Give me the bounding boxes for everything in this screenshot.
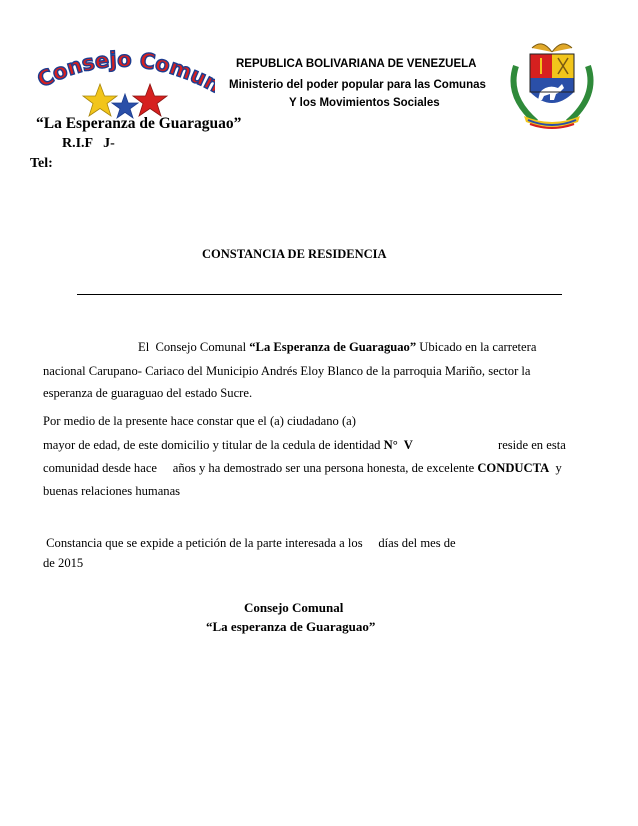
- para2-line2-text: mayor de edad, de este domicilio y titular de la cedula de identidad: [43, 438, 384, 452]
- signature-council: Consejo Comunal: [244, 600, 344, 615]
- org-rif: R.I.F J-: [62, 136, 115, 151]
- conduct-word: CONDUCTA: [477, 461, 550, 475]
- signature-name: “La esperanza de Guaraguao”: [206, 619, 376, 634]
- para3-line2: de 2015: [43, 556, 84, 570]
- document-title: CONSTANCIA DE RESIDENCIA: [202, 247, 387, 261]
- para1-line1: [138, 340, 536, 355]
- para3-line1: Constancia que se expide a petición de la parte interesada a los días del mes de: [43, 536, 456, 550]
- coat-of-arms-emblem: [502, 36, 602, 130]
- para2-line4: buenas relaciones humanas: [43, 484, 181, 498]
- para1-line2: nacional Carupano- Cariaco del Municipio Andrés Eloy Blanco de la parroquia Mariño, sector la: [43, 364, 531, 378]
- org-name: “La Esperanza de Guaraguao”: [36, 115, 242, 132]
- para1-line3: esperanza de guaraguao del estado Sucre.: [43, 386, 253, 400]
- para2-line2: [43, 438, 413, 453]
- header-republic: REPUBLICA BOLIVARIANA DE VENEZUELA: [236, 58, 477, 70]
- consejo-comunal-logo-graphic: [30, 40, 215, 120]
- id-number-label: N° V: [383, 438, 413, 452]
- para1-rest: Ubicado en la carretera: [416, 340, 537, 354]
- para1-lead: El Consejo Comunal: [138, 340, 250, 354]
- council-name-inline: “La Esperanza de Guaraguao”: [249, 340, 417, 354]
- header-movements: Y los Movimientos Sociales: [289, 97, 440, 109]
- svg-text:Consejo Comunal: Consejo Comu: [33, 47, 211, 93]
- para2-line1: Por medio de la presente hace constar que el (a) ciudadano (a): [43, 414, 356, 428]
- yellow-star-icon: [83, 84, 117, 116]
- red-star-icon: [133, 84, 167, 116]
- consejo-comunal-logo: [30, 40, 215, 120]
- horizontal-rule: [77, 294, 562, 295]
- para2-reside: reside en esta: [498, 438, 566, 452]
- para2-line3-text: comunidad desde hace años y ha demostrado ser una persona honesta, de excelente: [43, 461, 478, 475]
- para2-line3: [43, 461, 562, 476]
- para2-line3-end: y: [549, 461, 562, 475]
- header-ministry: Ministerio del poder popular para las Comunas: [229, 79, 486, 91]
- org-tel: Tel:: [30, 156, 53, 171]
